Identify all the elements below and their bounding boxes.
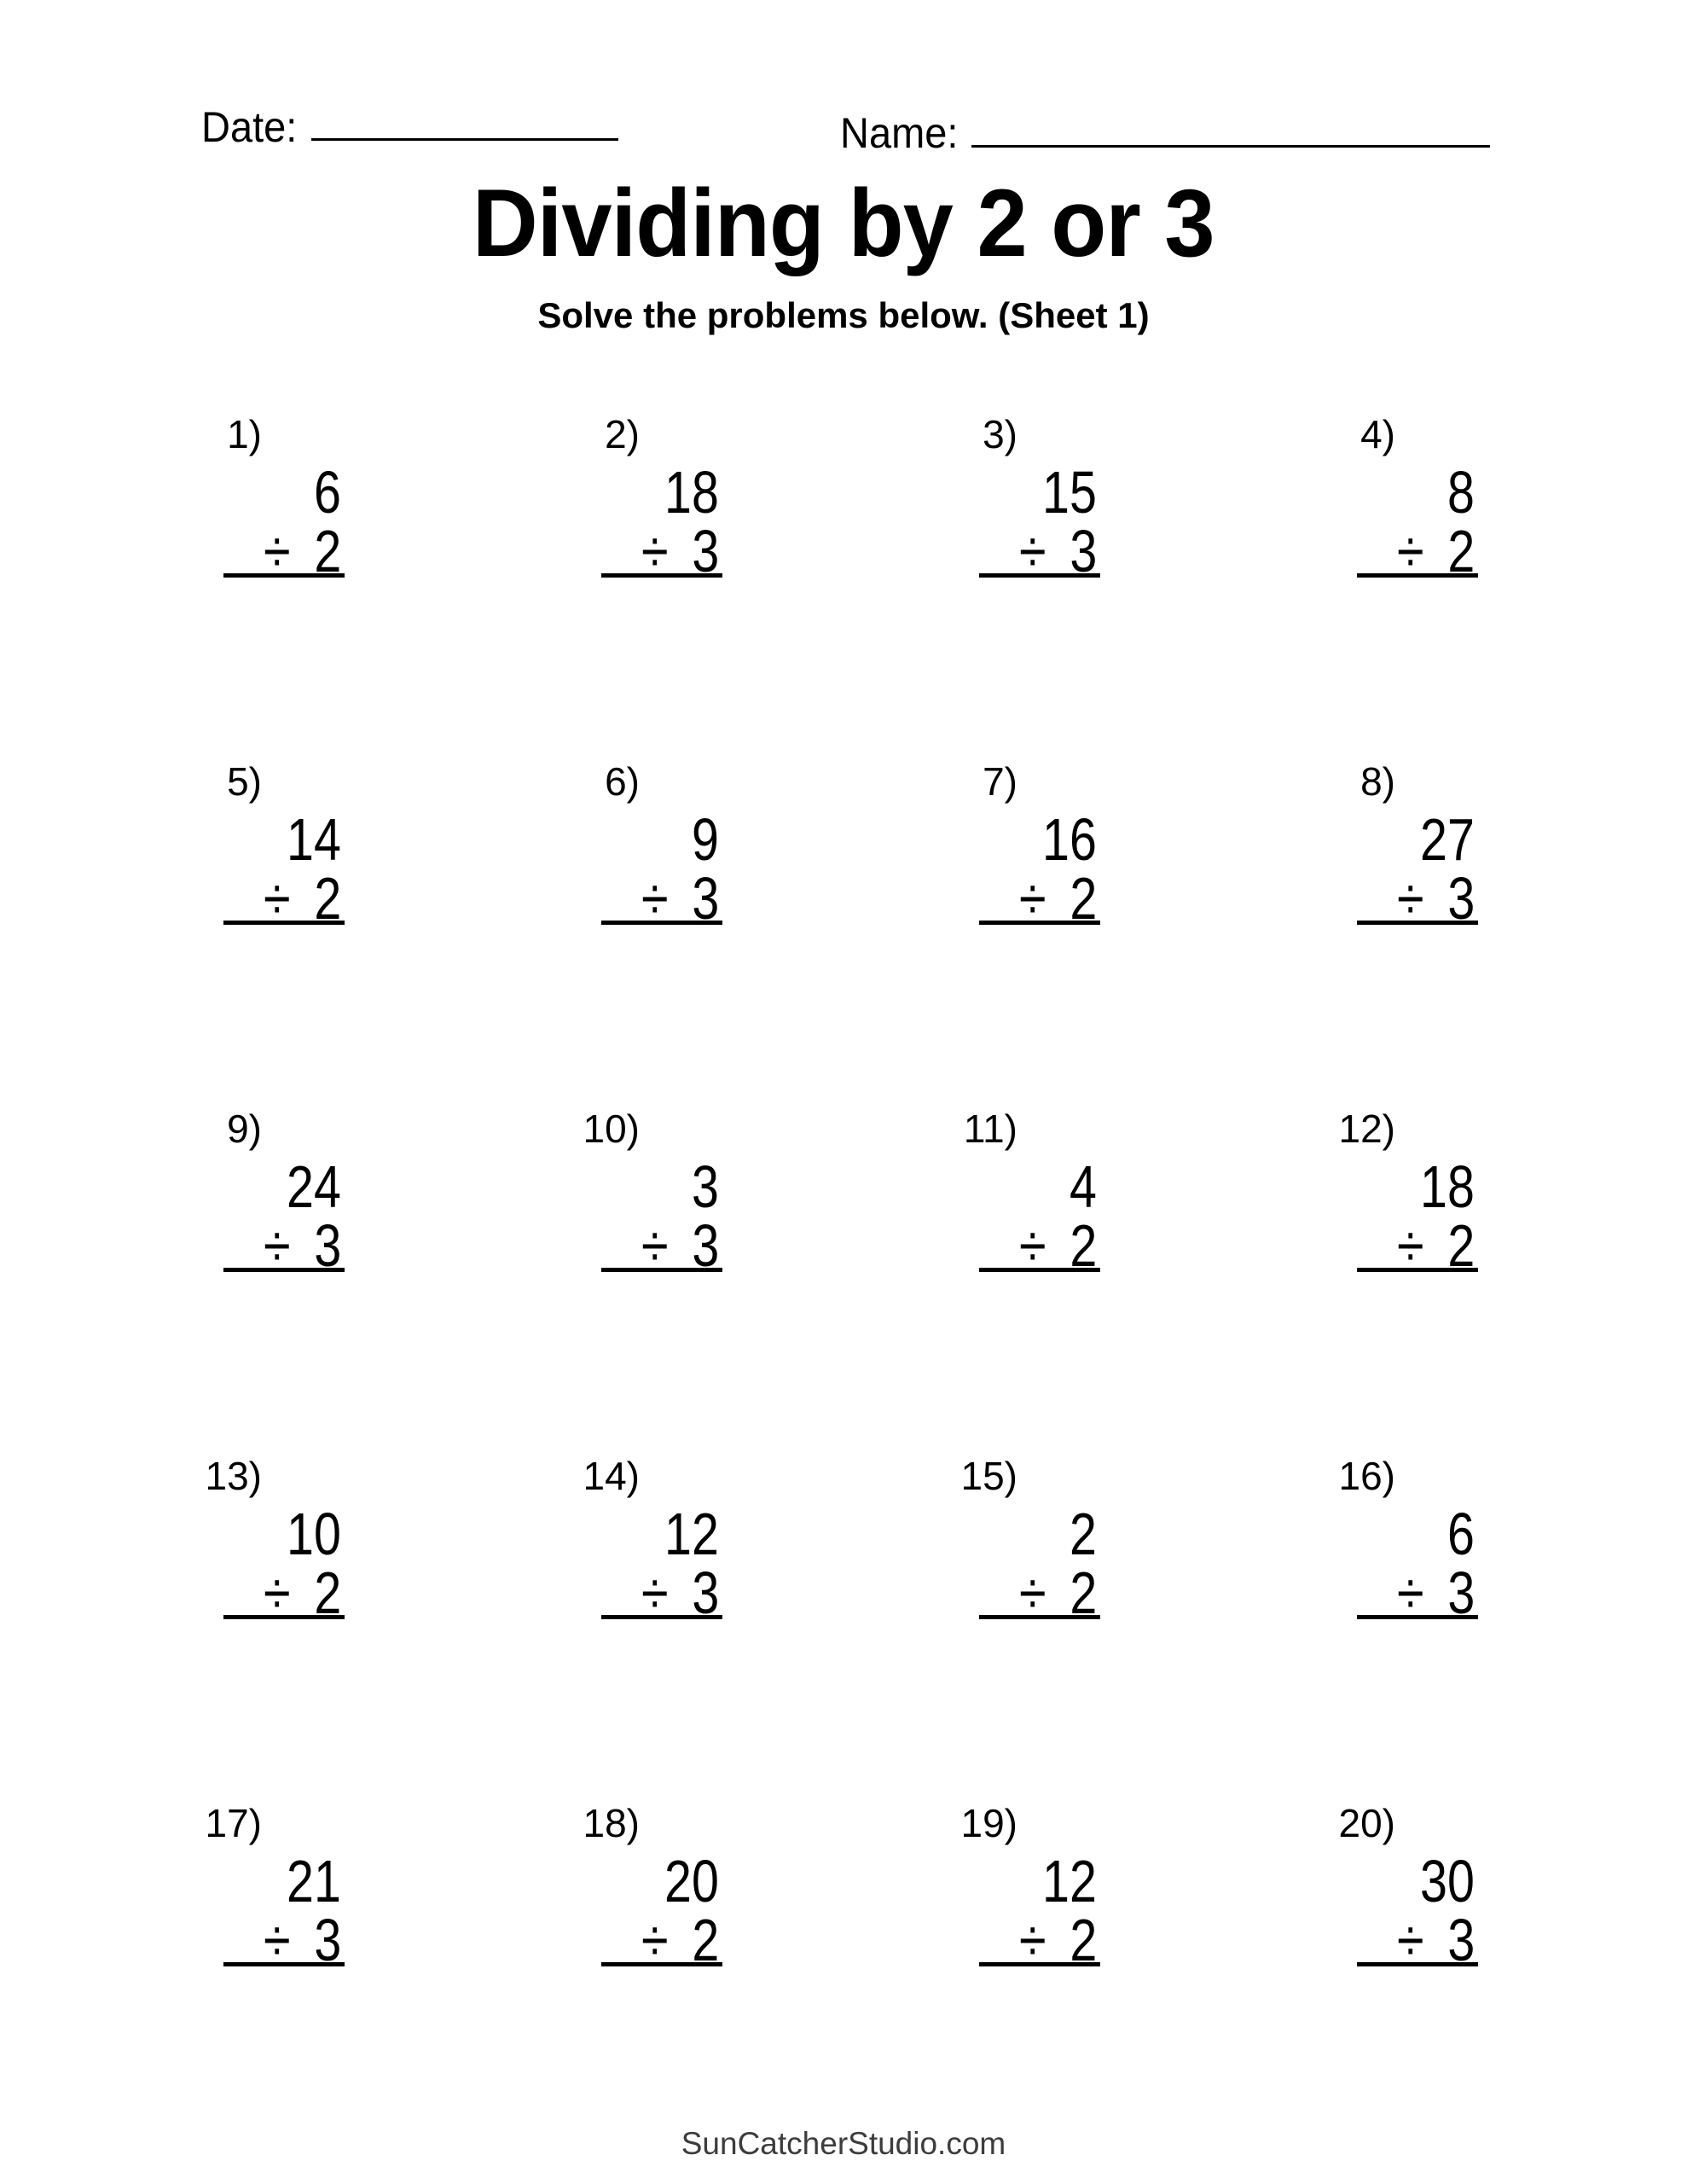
- divisor: 2: [314, 518, 341, 584]
- problem-number: 20): [1338, 1801, 1395, 1845]
- dividend: 6: [1447, 1501, 1475, 1567]
- answer-line: [1357, 921, 1478, 925]
- problem-number: 18): [583, 1801, 640, 1845]
- problem-number: 1): [227, 412, 262, 456]
- problem-number: 2): [605, 412, 640, 456]
- problem-number: 4): [1360, 412, 1395, 456]
- dividend: 24: [287, 1153, 341, 1220]
- name-label: Name:: [840, 109, 959, 157]
- division-problem: [601, 412, 722, 590]
- divisor-row: [263, 1907, 341, 1973]
- dividend: 6: [314, 459, 341, 526]
- problem-number: 15): [960, 1454, 1017, 1498]
- date-blank-line: [311, 138, 618, 141]
- division-sign: ÷: [1018, 865, 1046, 932]
- footer-site-text: SunCatcherStudio.com: [681, 2126, 1006, 2161]
- divisor: 3: [314, 1907, 341, 1973]
- dividend: 27: [1420, 806, 1475, 873]
- divisor: 2: [314, 865, 341, 932]
- divisor-row: [1018, 1560, 1097, 1626]
- divisor-row: [263, 518, 341, 584]
- division-problem: [1357, 759, 1478, 938]
- divisor: 2: [692, 1907, 719, 1973]
- division-sign: ÷: [263, 1212, 291, 1279]
- divisor-row: [1018, 865, 1097, 932]
- divisor-row: [1396, 1560, 1475, 1626]
- division-sign: ÷: [1396, 1212, 1424, 1279]
- answer-line: [223, 1962, 345, 1966]
- answer-line: [223, 921, 345, 925]
- divisor-row: [641, 1560, 719, 1626]
- problem-number: 10): [583, 1107, 640, 1151]
- divisor-row: [1396, 1907, 1475, 1973]
- division-problem: [963, 1107, 1100, 1285]
- answer-line: [1357, 573, 1478, 578]
- divisor-row: [263, 1560, 341, 1626]
- division-sign: ÷: [1396, 865, 1424, 932]
- divisor-row: [1018, 1212, 1097, 1279]
- problem-number: 11): [963, 1107, 1017, 1151]
- division-sign: ÷: [1018, 1212, 1046, 1279]
- divisor: 3: [1447, 865, 1475, 932]
- divisor: 3: [692, 1560, 719, 1626]
- answer-line: [223, 573, 345, 578]
- answer-line: [601, 1268, 722, 1272]
- answer-line: [601, 921, 722, 925]
- divisor-row: [1018, 1907, 1097, 1973]
- answer-line: [979, 1268, 1100, 1272]
- divisor: 3: [692, 518, 719, 584]
- division-sign: ÷: [263, 1907, 291, 1973]
- divisor: 3: [1447, 1907, 1475, 1973]
- divisor: 2: [1070, 1907, 1097, 1973]
- division-sign: ÷: [641, 1212, 669, 1279]
- dividend: 30: [1420, 1848, 1475, 1914]
- division-problem: [223, 1109, 345, 1285]
- division-sign: ÷: [263, 518, 291, 584]
- dividend: 18: [1420, 1153, 1475, 1220]
- division-problem: [223, 412, 345, 590]
- answer-line: [223, 1615, 345, 1619]
- divisor: 2: [314, 1560, 341, 1626]
- dividend: 12: [1042, 1848, 1097, 1914]
- dividend: 3: [692, 1153, 719, 1220]
- divisor-row: [263, 865, 341, 932]
- division-problem: [205, 1454, 345, 1632]
- division-problem: [583, 1107, 722, 1285]
- answer-line: [1357, 1615, 1478, 1619]
- divisor: 3: [1447, 1560, 1475, 1626]
- problem-number: 14): [583, 1454, 640, 1498]
- problem-number: 12): [1338, 1107, 1395, 1151]
- division-problem: [583, 1801, 722, 1979]
- divisor: 2: [1447, 518, 1475, 584]
- answer-line: [223, 1268, 345, 1272]
- answer-line: [979, 573, 1100, 578]
- divisor-row: [641, 518, 719, 584]
- divisor: 2: [1070, 1560, 1097, 1626]
- division-problem: [979, 759, 1100, 938]
- division-problem: [1338, 1107, 1478, 1285]
- division-sign: ÷: [263, 865, 291, 932]
- divisor-row: [263, 1212, 341, 1279]
- problem-number: 7): [983, 759, 1017, 804]
- answer-line: [1357, 1268, 1478, 1272]
- divisor: 3: [314, 1212, 341, 1279]
- divisor: 2: [1070, 865, 1097, 932]
- division-problem: [205, 1801, 345, 1979]
- answer-line: [979, 1615, 1100, 1619]
- division-problem: [960, 1801, 1100, 1979]
- problem-number: 5): [227, 759, 262, 804]
- divisor-row: [1018, 518, 1097, 584]
- dividend: 8: [1447, 459, 1475, 526]
- dividend: 21: [287, 1848, 341, 1914]
- divisor: 3: [692, 865, 719, 932]
- divisor: 3: [692, 1212, 719, 1279]
- division-sign: ÷: [1018, 1560, 1046, 1626]
- answer-line: [601, 1962, 722, 1966]
- division-problem: [1338, 1454, 1478, 1632]
- divisor-row: [641, 865, 719, 932]
- answer-line: [601, 1615, 722, 1619]
- division-sign: ÷: [641, 1560, 669, 1626]
- problems-grid: [205, 412, 1687, 2151]
- dividend: 14: [287, 806, 341, 873]
- division-problem: [1357, 412, 1478, 590]
- problem-number: 3): [983, 412, 1017, 456]
- problem-number: 9): [227, 1107, 262, 1151]
- division-sign: ÷: [641, 518, 669, 584]
- date-label: Date:: [201, 103, 298, 151]
- divisor-row: [1396, 865, 1475, 932]
- divisor-row: [641, 1212, 719, 1279]
- division-problem: [960, 1454, 1100, 1632]
- dividend: 18: [664, 459, 719, 526]
- division-sign: ÷: [1018, 1907, 1046, 1973]
- divisor-row: [1396, 1212, 1475, 1279]
- division-sign: ÷: [1396, 1907, 1424, 1973]
- division-sign: ÷: [641, 1907, 669, 1973]
- division-sign: ÷: [1396, 1560, 1424, 1626]
- division-problem: [1338, 1801, 1478, 1979]
- divisor: 3: [1070, 518, 1097, 584]
- dividend: 2: [1070, 1501, 1097, 1567]
- division-sign: ÷: [1018, 518, 1046, 584]
- answer-line: [601, 573, 722, 578]
- divisor-row: [1396, 518, 1475, 584]
- problem-number: 13): [205, 1454, 262, 1498]
- divisor: 2: [1447, 1212, 1475, 1279]
- problem-number: 8): [1360, 759, 1395, 804]
- division-problem: [601, 759, 722, 938]
- problem-number: 19): [960, 1801, 1017, 1845]
- division-sign: ÷: [1396, 518, 1424, 584]
- name-blank-line: [971, 145, 1490, 148]
- dividend: 9: [692, 806, 719, 873]
- answer-line: [1357, 1962, 1478, 1966]
- answer-line: [979, 921, 1100, 925]
- divisor-row: [641, 1907, 719, 1973]
- divisor: 2: [1070, 1212, 1097, 1279]
- dividend: 12: [664, 1501, 719, 1567]
- dividend: 16: [1042, 806, 1097, 873]
- division-problem: [583, 1454, 722, 1632]
- problem-number: 16): [1338, 1454, 1395, 1498]
- dividend: 20: [664, 1848, 719, 1914]
- dividend: 10: [287, 1501, 341, 1567]
- problem-number: 6): [605, 759, 640, 804]
- division-problem: [223, 759, 345, 938]
- page-subtitle: Solve the problems below. (Sheet 1): [537, 295, 1150, 335]
- division-sign: ÷: [263, 1560, 291, 1626]
- page-title: Dividing by 2 or 3: [472, 170, 1215, 276]
- dividend: 4: [1070, 1153, 1097, 1220]
- division-problem: [979, 412, 1100, 590]
- problem-number: 17): [205, 1801, 262, 1845]
- dividend: 15: [1042, 459, 1097, 526]
- division-sign: ÷: [641, 865, 669, 932]
- answer-line: [979, 1962, 1100, 1966]
